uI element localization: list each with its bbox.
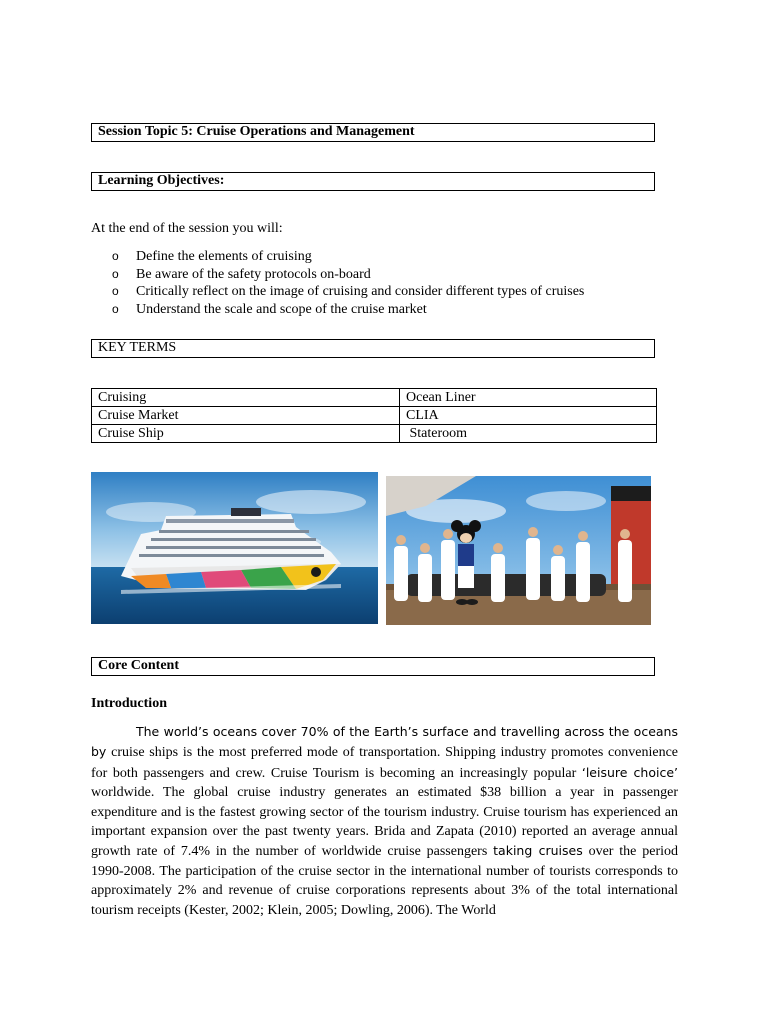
body-text: worldwide. The global cruise industry generates an estimated $38 billion a year in passenger expenditure and is the fastest growing sector of the tourism industry. Cruise tourism has experienced an important expansion over the past twenty years. Brida and Zapata (2010) reported an average annual growth rate of 7.4% in the number of worldwide cruise passengers (91, 785, 678, 860)
bullet-marker: o (112, 302, 119, 317)
session-topic-title: Session Topic 5: Cruise Operations and Management (98, 124, 415, 139)
key-terms-table (91, 388, 657, 443)
session-intro-line: At the end of the session you will: (91, 221, 283, 236)
body-text: taking cruises (493, 843, 583, 859)
list-item (91, 248, 584, 266)
bullet-marker: o (112, 284, 119, 299)
body-text: The world’s oceans cover 70% of the Earth’s surface and travelling across the oceans by (91, 724, 678, 760)
table-cell: Cruise Market (92, 407, 400, 425)
objective-text: Understand the scale and scope of the cruise market (136, 302, 427, 318)
table-row (92, 389, 657, 407)
introduction-heading: Introduction (91, 696, 167, 711)
table-cell: Cruise Ship (92, 425, 400, 443)
bullet-marker: o (112, 266, 119, 281)
objectives-list (91, 248, 584, 319)
table-row (92, 407, 657, 425)
key-terms-box (91, 339, 655, 358)
crew-photo (386, 476, 651, 625)
table-row (92, 425, 657, 443)
table-cell: Stateroom (400, 425, 657, 443)
session-topic-box (91, 123, 655, 142)
body-text: cruise ships is the most preferred mode of transportation. Shipping industry promotes convenience for both passengers and crew. Cruise Tourism is becoming an increasingly popular (91, 745, 678, 781)
table-cell: CLIA (400, 407, 657, 425)
objective-text: Define the elements of cruising (136, 249, 312, 264)
core-content-box (91, 657, 655, 676)
cruise-ship-photo (91, 472, 378, 624)
objective-text: Critically reflect on the image of cruising and consider different types of cruises (136, 284, 585, 300)
bullet-marker: o (112, 249, 119, 263)
body-text: ‘leisure choice’ (581, 764, 678, 780)
table-cell: Cruising (92, 389, 400, 407)
list-item (91, 283, 584, 301)
body-text: over the period 1990-2008. The participation of the cruise sector in the international number of tourists corresponds to approximately 2% and revenue of cruise corporations represents about 3% of the total international tourism receipts (Kester, 2002; Klein, 2005; Dowling, 2006). The World (91, 844, 678, 918)
introduction-body (91, 722, 678, 920)
table-cell: Ocean Liner (400, 389, 657, 407)
learning-objectives-heading: Learning Objectives: (98, 173, 225, 188)
list-item (91, 266, 584, 284)
core-content-heading: Core Content (98, 658, 180, 673)
key-terms-heading: KEY TERMS (98, 340, 177, 355)
introduction-paragraph (91, 722, 678, 920)
objective-text: Be aware of the safety protocols on-board (136, 266, 371, 282)
list-item (91, 301, 584, 319)
learning-objectives-box (91, 172, 655, 191)
